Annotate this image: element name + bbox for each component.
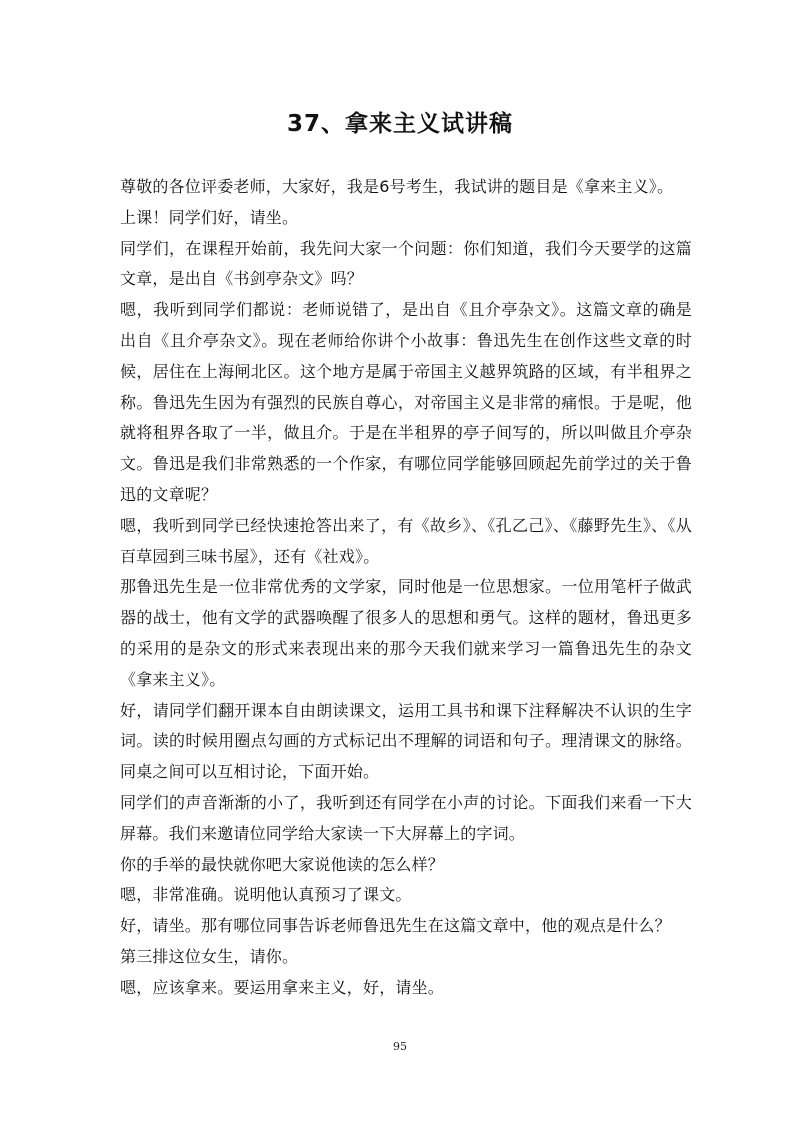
- paragraph-viewpoint-question: 好，请坐。那有哪位同事告诉老师鲁迅先生在这篇文章中，他的观点是什么？: [120, 916, 671, 936]
- paragraph-call-student: 第三排这位女生，请你。: [120, 946, 299, 966]
- paragraph-class-start: 上课！同学们好，请坐。: [120, 207, 299, 227]
- document-title: 37、拿来主义试讲稿: [286, 111, 513, 137]
- paragraph-greeting: 尊敬的各位评委老师，大家好，我是6号考生，我试讲的题目是《拿来主义》。: [120, 177, 674, 196]
- document-body: [120, 172, 692, 1004]
- paragraph-story: 嗯，我听到同学们都说：老师说错了，是出自《且介亭杂文》。这篇文章的确是出自《且介亭杂文》。现在老师给你讲个小故事：鲁迅先生在创作这些文章的时候，居住在上海闸北区。这个地方是属于帝国主义越界筑路的区域，有半租界之称。鲁迅先生因为有强烈的民族自尊心，对帝国主义是非常的痛恨。于是呢，他就将租界各取了一半，做且介。于是在半租界的亭子间写的，所以叫做且介亭杂文。鲁迅是我们非常熟悉的一个作家，有哪位同学能够回顾起先前学过的关于鲁迅的文章呢？: [120, 300, 692, 504]
- paragraph-answer: 嗯，应该拿来。要运用拿来主义，好，请坐。: [120, 977, 445, 997]
- page-number: 95: [393, 1040, 407, 1053]
- paragraph-question: 同学们，在课程开始前，我先问大家一个问题：你们知道，我们今天要学的这篇文章，是出自《书剑亭杂文》吗？: [120, 238, 692, 289]
- paragraph-intro-author: 那鲁迅先生是一位非常优秀的文学家，同时他是一位思想家。一位用笔杆子做武器的战士，他有文学的武器唤醒了很多人的思想和勇气。这样的题材，鲁迅更多的采用的是杂文的形式来表现出来的那今天我们就来学习一篇鲁迅先生的杂文《拿来主义》。: [120, 577, 692, 689]
- paragraph-works: 嗯，我听到同学已经快速抢答出来了，有《故乡》、《孔乙己》、《藤野先生》、《从百草园到三味书屋》，还有《社戏》。: [120, 515, 692, 566]
- paragraph-student-read: 你的手举的最快就你吧大家说他读的怎么样？: [120, 854, 445, 874]
- paragraph-praise: 嗯，非常准确。说明他认真预习了课文。: [120, 885, 412, 905]
- paragraph-screen: 同学们的声音渐渐的小了，我听到还有同学在小声的讨论。下面我们来看一下大屏幕。我们来邀请位同学给大家读一下大屏幕上的字词。: [120, 792, 692, 843]
- paragraph-reading-task: 好，请同学们翻开课本自由朗读课文，运用工具书和课下注释解决不认识的生字词。读的时候用圈点勾画的方式标记出不理解的词语和句子。理清课文的脉络。同桌之间可以互相讨论，下面开始。: [120, 700, 692, 782]
